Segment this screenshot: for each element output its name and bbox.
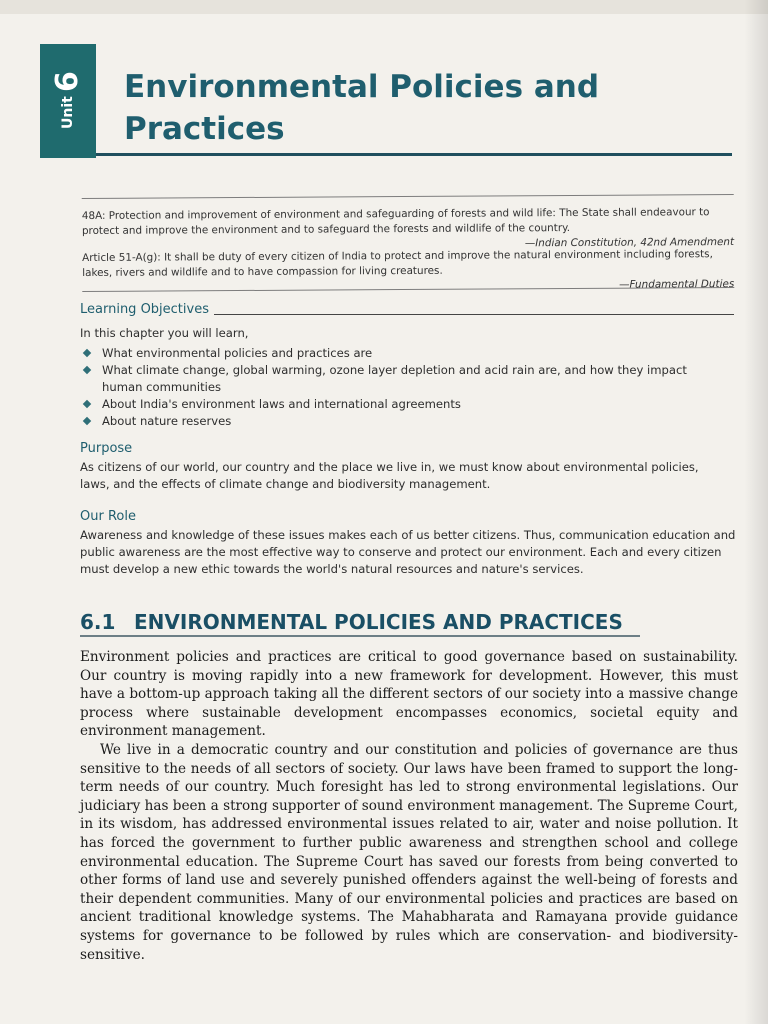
learning-objectives-heading: Learning Objectives (80, 302, 209, 317)
list-item-text: About nature reserves (102, 414, 232, 428)
constitution-quote-box (82, 194, 735, 292)
body-paragraph-2: We live in a democratic country and our constitution and policies of governance are thus sensitive to the needs of all sectors of society. Our laws have been framed to support the long-term needs of our country. Much foresight has led to strong environmental legislations. Our judiciary has been a strong supporter of sound environment management. The Supreme Court, in its wisdom, has addressed environmental issues related to air, water and noise pollution. It has forced the government to further public awareness and strengthen school and college environmental education. The Supreme Court has saved our forests from being converted to other forms of land use and severely punished offenders against the well-being of forests and their dependent communities. Many of our environmental policies and practices are based on ancient traditional knowledge systems. The Mahabharata and Ramayana provide guidance systems for governance to be followed by rules which are conservation- and biodiversity-sensitive. (80, 742, 738, 963)
quote-51a (82, 247, 734, 296)
list-item (80, 413, 730, 430)
page-top-edge (0, 0, 768, 14)
diamond-bullet-icon (83, 417, 91, 425)
list-item (80, 362, 730, 396)
list-item-text: What climate change, global warming, ozone layer depletion and acid rain are, and how they impact human communities (102, 363, 687, 394)
unit-tab-label (46, 58, 90, 142)
section-heading (80, 608, 680, 636)
quote-source: —Fundamental Duties (619, 278, 735, 291)
list-item (80, 396, 730, 413)
our-role-text: Awareness and knowledge of these issues makes each of us better citizens. Thus, communication education and public awareness are the most effective way to conserve and protect our environment. Each and every citizen must develop a new ethic towards the world's natural resources and nature's services. (80, 528, 736, 576)
unit-label: Unit (60, 96, 76, 129)
title-underline (96, 153, 732, 156)
list-item (80, 345, 730, 362)
purpose-heading: Purpose (80, 441, 133, 456)
unit-tab (40, 44, 96, 158)
list-item-text: What environmental policies and practices are (102, 346, 373, 360)
learning-objectives-rule (214, 314, 734, 315)
learning-objectives-intro: In this chapter you will learn, (80, 326, 249, 340)
section-number: 6.1 (80, 610, 116, 634)
section-title: ENVIRONMENTAL POLICIES AND PRACTICES (134, 610, 623, 634)
section-underline (80, 635, 640, 637)
page-binding-shadow (744, 0, 768, 1024)
diamond-bullet-icon (83, 349, 91, 357)
list-item-text: About India's environment laws and international agreements (102, 397, 461, 411)
chapter-title: Environmental Policies and Practices (124, 69, 600, 147)
learning-objectives-list (80, 345, 730, 430)
diamond-bullet-icon (83, 400, 91, 408)
our-role-heading: Our Role (80, 509, 136, 524)
body-paragraph-1: Environment policies and practices are critical to good governance based on sustainability. Our country is moving rapidly into a new framework for development. However, this must have a bottom-up approach taking all the different sectors of our society into a massive change process where sustainable development encompasses economics, societal equity and environment management. (80, 649, 738, 740)
unit-number: 6 (50, 71, 85, 93)
purpose-text: As citizens of our world, our country and the place we live in, we must know about environmental policies, laws, and the effects of climate change and biodiversity management. (80, 460, 699, 491)
quote-text: Article 51-A(g): It shall be duty of every citizen of India to protect and improve the natural environment including forests, lakes, rivers and wildlife and to have compassion for living creatures. (82, 248, 713, 279)
quote-text: 48A: Protection and improvement of environment and safeguarding of forests and wild life: The State shall endeavour to protect and improve the environment and to safeguard the forests and wildlife of the country. (81, 206, 710, 237)
quote-source: —Indian Constitution, 42nd Amendment (524, 236, 735, 250)
diamond-bullet-icon (83, 366, 91, 374)
